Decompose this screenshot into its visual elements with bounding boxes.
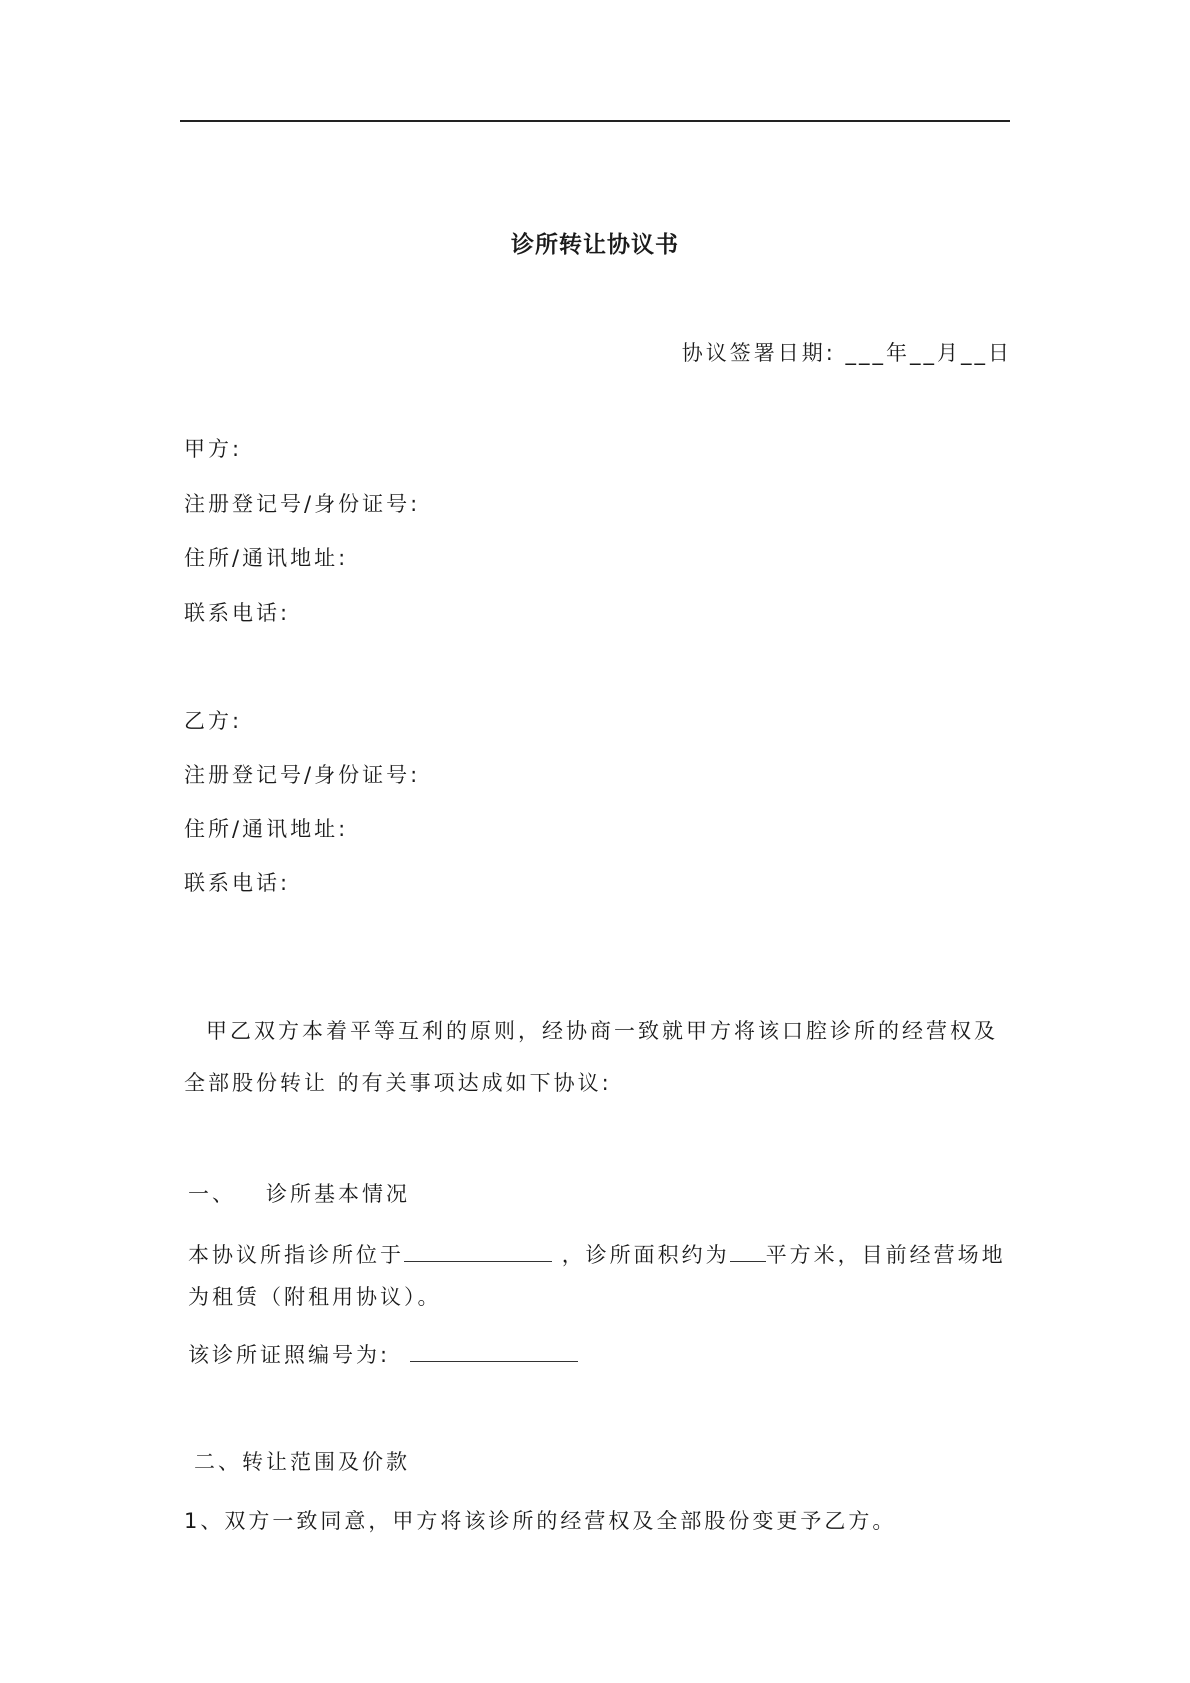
sign-date-year: 年 <box>886 341 910 365</box>
sign-date-month: 月 <box>937 341 961 365</box>
party-a-id-label: 注册登记号/身份证号: <box>184 492 421 516</box>
section-1-number: 一、 <box>188 1182 236 1206</box>
party-b-name-label: 乙方: <box>184 709 243 733</box>
sign-date-year-blank: ___ <box>845 341 886 365</box>
header-rule <box>180 120 1010 122</box>
section-1-license-line <box>188 1339 578 1369</box>
party-a-name-label: 甲方: <box>184 437 243 461</box>
party-b-address-label: 住所/通讯地址: <box>184 817 349 841</box>
license-label: 该诊所证照编号为: <box>188 1343 391 1367</box>
section-1-text-c: 平方米，目前经营场地 <box>765 1243 1006 1267</box>
sign-date-day: 日 <box>988 341 1012 365</box>
section-1-location-line <box>188 1239 1006 1269</box>
party-b-id-label: 注册登记号/身份证号: <box>184 763 421 787</box>
license-blank <box>410 1343 578 1362</box>
sign-date-label: 协议签署日期: <box>681 341 836 365</box>
section-1-heading: 诊所基本情况 <box>266 1182 410 1206</box>
section-2-item-1: 1、双方一致同意，甲方将该诊所的经营权及全部股份变更予乙方。 <box>184 1509 897 1533</box>
section-2-heading: 二、转让范围及价款 <box>194 1450 410 1474</box>
party-a-address-label: 住所/通讯地址: <box>184 546 349 570</box>
preamble-line-1: 甲乙双方本着平等互利的原则，经协商一致就甲方将该口腔诊所的经营权及 <box>206 1019 998 1043</box>
section-1-text-a: 本协议所指诊所位于 <box>188 1243 404 1267</box>
document-title: 诊所转让协议书 <box>511 232 679 258</box>
party-a-phone-label: 联系电话: <box>184 601 291 625</box>
section-1-text-b: ，诊所面积约为 <box>561 1243 730 1267</box>
section-1-text-d: 为租赁（附租用协议）。 <box>188 1285 442 1309</box>
area-blank <box>730 1243 766 1262</box>
sign-date <box>682 337 1012 367</box>
preamble-line-2: 全部股份转让 的有关事项达成如下协议: <box>184 1071 612 1095</box>
location-blank <box>404 1243 552 1262</box>
party-b-phone-label: 联系电话: <box>184 871 291 895</box>
sign-date-month-blank: __ <box>910 341 937 365</box>
sign-date-day-blank: __ <box>961 341 988 365</box>
